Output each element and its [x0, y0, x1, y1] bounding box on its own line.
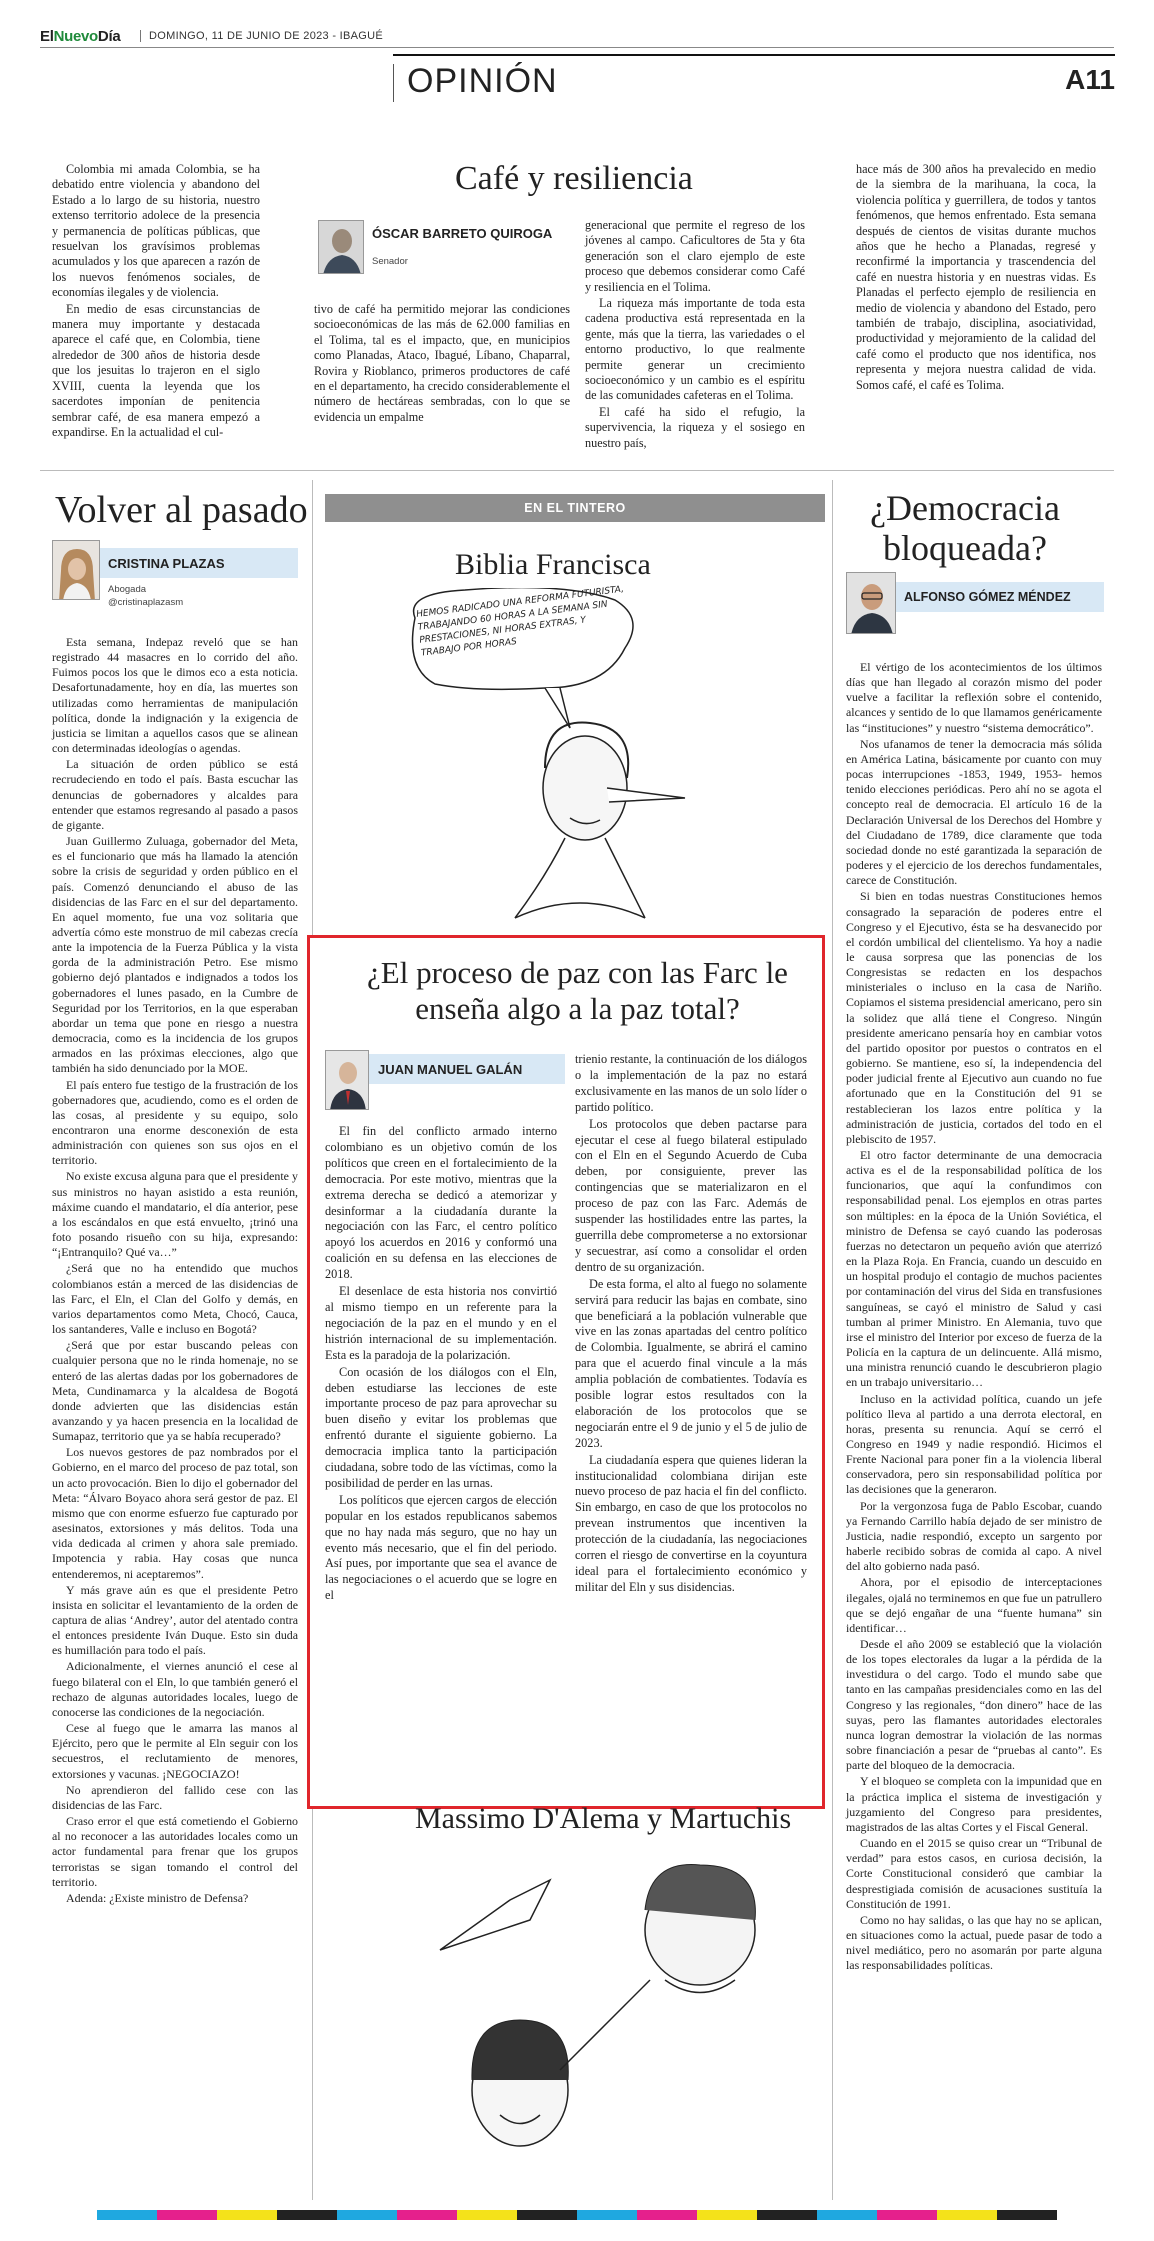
demo-paragraph: Incluso en la actividad política, cuando un jefe político lleva al partido a una derrota electoral, en horas, presenta su renuncia. Aquí se cerró el Congreso en 1949 y nadie respondió. Hicimos el Frente Nacional para poner fin a la violencia liberal conservadora, pero sin responsabilidad política por las decisiones que la generaron. [846, 1391, 1102, 1497]
paz-headline: ¿El proceso de paz con las Farc le enseña algo a la paz total? [367, 955, 788, 1026]
volver-paragraph: Adenda: ¿Existe ministro de Defensa? [66, 1890, 249, 1905]
newspaper-logo [40, 28, 120, 45]
paz-paragraph: El desenlace de esta historia nos convirtió al mismo tiempo en un referente para la negociación de la paz en el mundo y en el histrión internacional de su implementación. Esta es la paradoja de la polarización. [325, 1284, 557, 1362]
portrait-icon [53, 541, 100, 600]
volver-paragraph: Craso error el que está cometiendo el Gobierno al no reconocer a las autoridades locales como un actor fundamental para frenar que los grupos terroristas se sigan tomando el control del territorio. [52, 1814, 298, 1889]
paz-paragraph: De esta forma, el alto al fuego no solamente servirá para reducir las bajas en combate, sino que beneficiará a la población vulnerable que vive en las zonas apartadas del centro político de Colombia. Igualmente, se abrirá el camino para que el acuerdo final vincule a la más amplia población de combatientes. Todavía es posible lograr estos resultados con la elaboración de los protocolos que se negociarán entre el 9 de junio y el 5 de julio de 2023. [575, 1276, 807, 1450]
volver-paragraph: Y más grave aún es que el presidente Petro insista en solicitar el levantamiento de la orden de captura de alias ‘Andrey’, autor del atentado contra el entonces presidente Iván Duque. Esto sin duda es humillación para todo el país. [52, 1582, 298, 1658]
paz-paragraph: Los políticos que ejercen cargos de elección popular en los estados republicanos sabemos que no hay nada más seguro, que no hay un evento más necesario, que el fin del periodo. Así pues, por importante que sea el avance de las negociaciones o el acuerdo que se logre en el [325, 1492, 557, 1603]
printer-color-bar [0, 2210, 1154, 2220]
volver-paragraph: El país entero fue testigo de la frustración de los gobernadores que, acudiendo, como es el orden de las cosas, al presidente y su equipo, solo encontraron una enorme desconexión de esta administración con quienes son sus ojos en el territorio. [52, 1077, 298, 1168]
column-rule-right [832, 480, 833, 2200]
page-number: A11 [1065, 64, 1115, 95]
dateline: DOMINGO, 11 DE JUNIO DE 2023 - IBAGUÉ [140, 30, 383, 42]
volver-paragraph: ¿Será que por estar buscando peleas con cualquier persona que no le rinda homenaje, no se enteró de las alertas dadas por los gobernadores de Meta, Cundinamarca y la alcaldesa de Bogotá donde advierten que las disidencias están avanzando y ya hacen presencia en la localidad de Sumapaz, territorio que ya se había recuperado? [52, 1338, 298, 1444]
author-handle-cristina: @cristinaplazasm [108, 597, 184, 608]
volver-paragraph: ¿Será que no ha entendido que muchos colombianos están a merced de las disidencias de las Farc, el Eln, el Clan del Golfo y demás, en varios departamentos como Meta, Chocó, Cauca, los santanderes, Valle e incluso en Bogotá? [52, 1261, 298, 1337]
caricature-illustration [400, 1840, 820, 2190]
cafe-paragraph: hace más de 300 años ha prevalecido en medio de la siembra de la marihuana, la coca, la violencia política y guerrillera, de todos y tantos fenómenos, que hemos enfrentado. Esta semana después de cientos de visitas durante muchos años que he hecho a Planadas, regresé y reconfirmé la importancia y trascendencia del café en nuestra historia y en nuestras vidas. Es Planadas el perfecto ejemplo de resiliencia en medio de violencia y abandono del Estado, pero también de trabajo, disciplina, asociatividad, productividad y mejoramiento de la calidad del café como el producto que nos identifica, nos representa y mejora nuestra calidad de vida. Somos café, el café es Tolima. [856, 162, 1096, 392]
portrait-icon [319, 221, 364, 274]
volver-column [52, 635, 298, 1907]
demo-headline: ¿Democracia bloqueada? [870, 488, 1060, 568]
volver-paragraph: Adicionalmente, el viernes anunció el cese al fuego bilateral con el Eln, lo que también generó el rechazo de algunas autoridades locales, luego de conocerse las condiciones de la negociación. [52, 1659, 298, 1719]
author-role-cristina: Abogada [108, 584, 147, 595]
volver-paragraph: Esta semana, Indepaz reveló que se han registrado 44 masacres en lo corrido del año. Fuimos pocos los que le dimos eco a esta noticia. Desafortunadamente, hoy en día, las muertes son utilizadas como herramientas de manipulación política, donde la indignación y la exigencia de justicia se limitan a aquellos casos que se alinean con determinadas ideologías o agendas. [52, 635, 298, 756]
cafe-paragraph: El café ha sido el refugio, la supervivencia, la riqueza y el sosiego en nuestro país, [585, 404, 805, 450]
author-photo-galan [325, 1050, 369, 1110]
cafe-paragraph: En medio de esas circunstancias de manera muy importante y destacada aparece el café que, en Colombia, tiene alrededor de 300 años de historia desde que los jesuitas lo trajeron en el siglo XVIII, cuenta la leyenda que los sacerdotes imponían de penitencia sembrar café, de esa manera empezó a expandirse. En la actualidad el cul- [52, 301, 260, 439]
demo-paragraph: El otro factor determinante de una democracia activa es el de la responsabilidad política de los funcionarios, que aquí la confundimos con responsabilidad penal. Los ejemplos en otras partes son múltiples: en la época de la Unión Soviética, el ministro de Defensa se cayó cuando las poderosas fuerzas no detectaron un pequeño avión que aterrizó en la Plaza Roja. En Francia, cuando un descuido en un hospital produjo el contagio de muchos pacientes por contaminación del virus del Sida en transfusiones sanguíneas, se cayó el ministro de Salud y casi tumban al primer Ministro. En Alemania, tuvo que irse el ministro del Interior por exceso de fuerza de la Policía en la captura de un delincuente. Allá mismo, una ministra renunció cuando le descubrieron plagio en un trabajo universitario… [846, 1148, 1102, 1390]
paz-column-2 [575, 1052, 807, 1597]
volver-paragraph: No aprendieron del fallido cese con las disidencias de las Farc. [52, 1782, 298, 1812]
masthead [40, 26, 1114, 48]
cafe-headline: Café y resiliencia [455, 160, 693, 197]
demo-paragraph: Como no hay salidas, o las que hay no se aplican, en situaciones como la actual, puede pasar de todo a nivel mediático, pero no asomarán por parte alguna las responsabilidades políticas. [846, 1912, 1102, 1973]
demo-paragraph: Desde el año 2009 se estableció que la violación de los topes electorales da lugar a la pérdida de la investidura o del cargo. Todo el mundo sabe que tanto en las campañas presidenciales como en las del Congreso y las regionales, “don dinero” hace de las suyas, pero las flamantes autoridades electorales nunca logran demostrar la violación de las normas sobre financiación a pesar de “pruebas al canto”. Es parte del bloqueo de la democracia. [846, 1637, 1102, 1773]
section-header [393, 54, 1115, 104]
portrait-icon [326, 1051, 369, 1110]
paz-paragraph: El fin del conflicto armado interno colombiano es un objetivo común de los políticos que creen en el fortalecimiento de la democracia. Por este motivo, mientras que la extrema derecha se dedicó a atemorizar y desinformar a la ciudadanía durante la negociación con las Farc, el centro político apoyó los acuerdos en 2016 y conformó una coalición en su defensa en las elecciones de 2018. [325, 1124, 557, 1282]
author-photo-oscar [318, 220, 364, 274]
author-photo-cristina [52, 540, 100, 600]
volver-paragraph: Los nuevos gestores de paz nombrados por el Gobierno, en el marco del proceso de paz total, son un acto provocación. Bien lo dijo el gobernador del Meta: “Álvaro Boyaco ahora será gestor de paz. El mismo que con enorme esfuerzo fue capturado por asesinatos, extorsiones y más delitos. Toda una vida dedicada al crimen y ahora sale premiado. Impotencia y rabia. Hay cosas que nunca entenderemos, ni aceptaremos”. [52, 1445, 298, 1581]
logo-dia: Día [97, 28, 121, 45]
author-name-galan: JUAN MANUEL GALÁN [378, 1062, 523, 1077]
cafe-column-1 [52, 162, 260, 441]
demo-paragraph: Ahora, por el episodio de interceptaciones ilegales, ojalá no terminemos en que fue un patrullero que se dejó engañar de una “fuente humana” sin identificar… [846, 1575, 1102, 1635]
author-name-cristina: CRISTINA PLAZAS [108, 556, 225, 571]
tintero-label: EN EL TINTERO [325, 494, 825, 522]
demo-paragraph: Nos ufanamos de tener la democracia más sólida en América Latina, básicamente por cuanto con muy pocas interrupciones -1853, 1949, 1953- hemos tenido elecciones periódicas. Pero ahí no se agota el concepto real de democracia. El artículo 16 de la Declaración Universal de los Derechos del Hombre y del Ciudadano de 1789, dice claramente que toda sociedad donde no esté garantizada la separación de poderes y el ejercicio de los derechos fundamentales, carece de Constitución. [846, 736, 1102, 888]
demo-paragraph: Si bien en todas nuestras Constituciones hemos consagrado la separación de poderes entre el Congreso y el Ejecutivo, ésta se ha desvanecido por el cordón umbilical del clientelismo. Ya hoy a nadie le causa sorpresa que las ponencias de los Congresistas se redacten en los despachos ministeriales o incluso en la casa de Nariño. Copiamos el sistema presidencial americano, pero sin la solidez que allá tiene el Congreso. Ningún presidente americano pensaría hoy en cambiar votos del partido opositor por puestos o contratos en el gobierno. Se mantiene, eso sí, la independencia del poder judicial frente al Ejecutivo aun cuando no fue afortunado que en la Constitución del 91 se restablecieran los lazos entre política y la administración de justicia, cortados del todo en el plebiscito de 1957. [846, 889, 1102, 1146]
volver-paragraph: Juan Guillermo Zuluaga, gobernador del Meta, es el funcionario que más ha llamado la atención sobre la crisis de seguridad y orden público en el país. Comenzó denunciando el abuso de las disidencias de las Farc en el sur del departamento. En aquel momento, fue una voz solitaria que advertía cómo este monstruo de mil cabezas crecía ante la impotencia de la Fuerza Pública y la vista gorda de la administración Petro. Ese mismo gobierno dejó plantados e indignados a todos los gobernadores el lunes pasado, en la Cumbre de Seguridad por los Territorios, en la que esperaban abordar un tema que pone en riesgo a nuestra democracia, como es la incidencia de los grupos armados en las próximas elecciones, algo que también ha sido denunciado por la MOE. [52, 834, 298, 1076]
cartoon-1-title: Biblia Francisca [455, 548, 651, 581]
demo-paragraph: Y el bloqueo se completa con la impunidad que en la práctica implica el sistema de investigación y juzgamiento del Congreso para presidentes, magistrados de las altas Cortes y el Fiscal General. [846, 1774, 1102, 1834]
author-photo-alfonso [846, 572, 896, 634]
volver-paragraph: La situación de orden público se está recrudeciendo en todo el país. Basta escuchar las denuncias de gobernadores y alcaldes para entender que estamos regresando al pasado a pasos de gigante. [52, 757, 298, 832]
demo-column [846, 660, 1102, 1974]
portrait-icon [847, 573, 896, 634]
cafe-column-2 [314, 302, 570, 426]
cafe-paragraph: generacional que permite el regreso de los jóvenes al campo. Caficultores de 5ta y 6ta generación son el claro ejemplo de este proceso que debemos considerar como Café y resiliencia en el Tolima. [585, 218, 805, 294]
author-role-cafe: Senador [372, 256, 408, 267]
volver-paragraph: No existe excusa alguna para que el presidente y sus ministros no hayan asistido a esta reunión, máxime cuando el mandatario, el día anterior, pese a los escándalos en que está envuelto, ¡trinó una foto posando risueño con su hija, expresando: “¡Entranquilo? Qué va…” [52, 1169, 298, 1260]
volver-paragraph: Cese al fuego que le amarra las manos al Ejército, pero que le permite al Eln seguir con los secuestros, el reclutamiento de menores, extorsiones y vacunas. ¡NEGOCIAZO! [52, 1721, 298, 1781]
cafe-column-4 [856, 162, 1096, 394]
cafe-paragraph: Colombia mi amada Colombia, se ha debatido entre violencia y abandono del Estado a lo largo de su historia, nuestro extenso territorio adolece de la presencia y permanencia de políticas públicas, que resuelvan los gravísimos problemas acumulados y los que aparecen a razón de los nuevos fenómenos sociales, de economías ilegales y de violencia. [52, 162, 260, 300]
paz-paragraph: trienio restante, la continuación de los diálogos o la implementación de la paz no estará exclusivamente en las manos de un solo líder o partido político. [575, 1052, 807, 1114]
cartoon-2-title: Massimo D'Alema y Martuchis [415, 1802, 792, 1835]
volver-headline: Volver al pasado [55, 489, 308, 531]
cafe-paragraph: tivo de café ha permitido mejorar las condiciones socioeconómicas de las más de 62.000 familias en el Tolima, tal es el impacto, que, en municipios como Planadas, Ataco, Ibagué, Líbano, Chaparral, Rovira y Rioblanco, primeros productores de café en el departamento, ha crecido considerablemente el número de hectáreas sembradas, con lo que se evidencia un empalme [314, 302, 570, 424]
cartoon-1-speech: HEMOS RADICADO UNA REFORMA FUTURISTA, TRABAJANDO 60 HORAS A LA SEMANA SIN PRESTACIONES, NI HORAS EXTRAS, Y TRABAJO POR HORAS [415, 584, 625, 659]
demo-paragraph: Por la vergonzosa fuga de Pablo Escobar, cuando ya Fernando Carrillo había dejado de ser ministro de Justicia, nadie respondió, excepto un sargento por haberle recibido sobras de comida al capo. A nivel del alto gobierno nada pasó. [846, 1498, 1102, 1574]
paz-paragraph: Los protocolos que deben pactarse para ejecutar el cese al fuego bilateral estipulado con el Eln en el Segundo Acuerdo de Cuba deben, por consiguiente, prever las contingencias que se materializaron en el proceso de paz con las Farc. Además de suspender las hostilidades entre las partes, la guerrilla debe comprometerse a no extorsionar y secuestrar, así como a consolidar el orden dentro de su organización. [575, 1116, 807, 1274]
author-name-cafe: ÓSCAR BARRETO QUIROGA [372, 226, 553, 241]
section-divider [40, 470, 1114, 471]
logo-nuevo: Nuevo [53, 28, 98, 45]
demo-paragraph: El vértigo de los acontecimientos de los últimos días que han llegado al corazón mismo del poder vuelve a facilitar la reflexión sobre el contenido, alcances y sentido de lo que llamamos genéricamente las “instituciones” y nuestro “sistema democrático”. [846, 660, 1102, 735]
cafe-column-3 [585, 218, 805, 452]
section-title: OPINIÓN [407, 62, 558, 100]
paz-paragraph: La ciudadanía espera que quienes lideran la institucionalidad colombiana dirijan este nuevo proceso de paz hacia el fin del conflicto. Sin embargo, en caso de que los protocolos no prevean instrumentos que incentiven la protección de la ciudadanía, las negociaciones corren el riesgo de convertirse en la coyuntura ideal para el fortalecimiento económico y militar del Eln y sus disidencias. [575, 1452, 807, 1594]
author-name-alfonso: ALFONSO GÓMEZ MÉNDEZ [904, 590, 1071, 604]
logo-el: El [40, 28, 54, 45]
cartoon-2 [400, 1840, 820, 2190]
demo-paragraph: Cuando en el 2015 se quiso crear un “Tribunal de verdad” para estos casos, en curiosa decisión, la Corte Constitucional consideró que cambiar la desprestigiada comisión de acusaciones sustituía la Constitución de 1991. [846, 1836, 1102, 1911]
cafe-paragraph: La riqueza más importante de toda esta cadena productiva está representada en la gente, más que la tierra, las variedades o el entorno productivo, lo que realmente permite generar un crecimiento socioeconómico y un cambio es el espíritu de las comunidades cafeteras en el Tolima. [585, 296, 805, 403]
paz-column-1 [325, 1124, 557, 1605]
paz-paragraph: Con ocasión de los diálogos con el Eln, deben estudiarse las lecciones de este importante proceso de paz para aprovechar su buen diseño y evitar los problemas que enfrentó durante el siguiente gobierno. La democracia implica tanto la participación ciudadana, sobre todo de las víctimas, como la posibilidad de perder en las urnas. [325, 1364, 557, 1490]
